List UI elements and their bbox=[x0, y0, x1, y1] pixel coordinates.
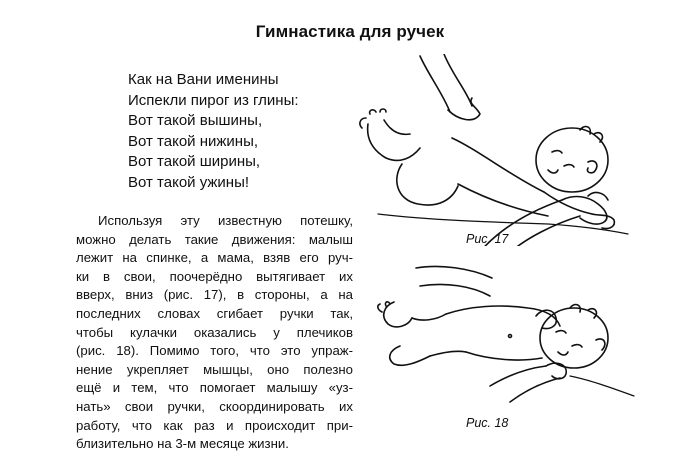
page-title: Гимнастика для ручек bbox=[255, 22, 445, 41]
prose-line: работу, что как раз и происходит при- bbox=[76, 417, 353, 433]
prose-line: ещё и тем, что помогает малышу «уз- bbox=[76, 380, 353, 396]
figure-17-caption: Рис. 17 bbox=[466, 232, 509, 246]
prose-line: можно делать такие движения: малыш bbox=[76, 231, 353, 247]
prose-line: лежит на спинке, а мама, взяв его руч- bbox=[76, 250, 353, 266]
prose-line: нать» свои ручки, скоординировать их bbox=[76, 398, 353, 414]
verse-line: Вот такой вышины, bbox=[128, 112, 263, 129]
prose-line: (рис. 18). Помимо того, что это упраж- bbox=[76, 343, 353, 359]
verse-line: Испекли пирог из глины: bbox=[128, 91, 299, 109]
verse-line: Вот такой нижины, bbox=[128, 132, 259, 150]
prose-line: ки в свои, поочерёдно вытягивает их bbox=[76, 268, 353, 284]
verse-line: Вот такой ширины, bbox=[128, 153, 261, 170]
prose-line: вверх, вниз (рис. 17), в стороны, а на bbox=[76, 287, 353, 303]
prose-line: чтобы кулачки оказались у плечиков bbox=[76, 324, 353, 340]
figure-17-illustration bbox=[348, 54, 630, 246]
prose-line: близительно на 3-м месяце жизни. bbox=[76, 436, 289, 452]
prose-line: последних словах сгибает ручки так, bbox=[76, 305, 353, 321]
nursery-rhyme bbox=[128, 70, 299, 193]
figure-18-caption: Рис. 18 bbox=[466, 416, 509, 430]
prose-line: нение укрепляет мышцы, оно полезно bbox=[76, 361, 353, 377]
verse-line: Вот такой ужины! bbox=[128, 173, 250, 191]
instruction-text bbox=[76, 212, 353, 454]
prose-line: Используя эту известную потешку, bbox=[98, 213, 353, 228]
figure-18-illustration bbox=[360, 256, 636, 406]
verse-line: Как на Вани именины bbox=[128, 71, 279, 88]
